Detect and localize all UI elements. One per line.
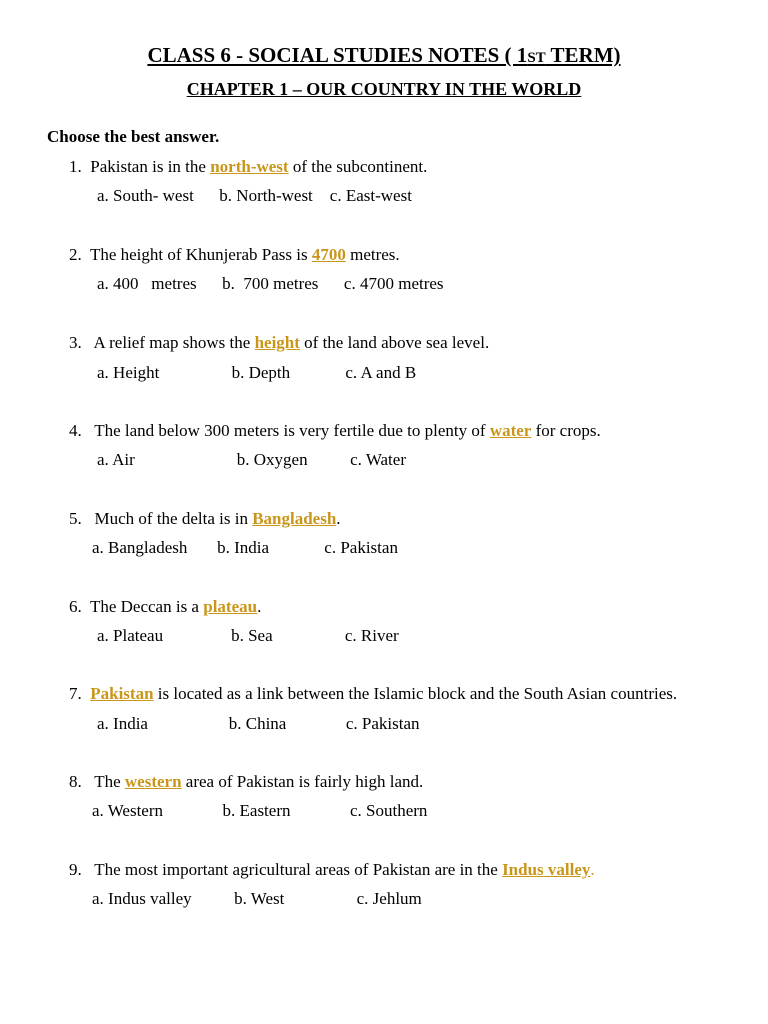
answer-highlight: Bangladesh	[252, 509, 337, 528]
answer-options-2: a. 400 metres b. 700 metres c. 4700 metres	[97, 274, 444, 293]
title-superscript: ST	[527, 50, 546, 66]
question-text-end: .	[590, 860, 595, 879]
answer-options-7: a. India b. China c. Pakistan	[97, 714, 420, 733]
question-text: The height of Khunjerab Pass is	[89, 245, 312, 264]
answer-options-5: a. Bangladesh b. India c. Pakistan	[92, 538, 398, 557]
question-text-end: area of Pakistan is fairly high land.	[181, 772, 424, 791]
question-text-end: .	[257, 597, 262, 616]
question-number: 7.	[69, 684, 91, 703]
instruction: Choose the best answer.	[47, 127, 220, 146]
answer-options-1: a. South- west b. North-west c. East-west	[97, 186, 412, 205]
answer-options-3: a. Height b. Depth c. A and B	[97, 363, 417, 382]
question-number: 8.	[69, 772, 91, 791]
question-8	[69, 772, 423, 792]
question-number: 3.	[69, 333, 91, 352]
question-text: The land below 300 meters is very fertile due to plenty of	[90, 421, 490, 440]
question-text-end: is located as a link between the Islamic block and the South Asian countries.	[153, 684, 678, 703]
page-title: CLASS 6 - SOCIAL STUDIES NOTES ( 1ST TERM)	[147, 43, 621, 67]
question-9	[69, 860, 595, 880]
question-text: The most important agricultural areas of Pakistan are in the	[90, 860, 503, 879]
question-6	[69, 597, 261, 617]
question-1	[69, 157, 427, 177]
answer-highlight: water	[489, 421, 532, 440]
question-5	[69, 509, 341, 529]
question-number: 2.	[69, 245, 90, 264]
question-text: A relief map shows the	[90, 333, 255, 352]
answer-highlight: 4700	[311, 245, 346, 264]
question-text-end: of the subcontinent.	[288, 157, 428, 176]
answer-options-4: a. Air b. Oxygen c. Water	[97, 450, 406, 469]
answer-highlight: Indus valley	[502, 860, 591, 879]
question-number: 1.	[69, 157, 91, 176]
question-text-end: of the land above sea level.	[299, 333, 490, 352]
answer-highlight: height	[254, 333, 300, 352]
question-number: 5.	[69, 509, 91, 528]
question-7	[69, 684, 677, 704]
question-number: 4.	[69, 421, 91, 440]
answer-highlight: north-west	[210, 157, 289, 176]
question-text: Pakistan is in the	[90, 157, 211, 176]
question-2	[69, 245, 400, 265]
answer-highlight: plateau	[203, 597, 258, 616]
answer-highlight: Pakistan	[90, 684, 154, 703]
answer-options-6: a. Plateau b. Sea c. River	[97, 626, 399, 645]
question-3	[69, 333, 489, 353]
question-text-end: .	[336, 509, 341, 528]
question-text: The Deccan is a	[89, 597, 204, 616]
question-number: 6.	[69, 597, 90, 616]
question-text-end: metres.	[345, 245, 400, 264]
question-text: Much of the delta is in	[90, 509, 253, 528]
question-number: 9.	[69, 860, 91, 879]
answer-options-9: a. Indus valley b. West c. Jehlum	[92, 889, 422, 908]
answer-options-8: a. Western b. Eastern c. Southern	[92, 801, 428, 820]
question-4	[69, 421, 601, 441]
question-text-end: for crops.	[531, 421, 601, 440]
answer-highlight: western	[124, 772, 182, 791]
question-text: The	[90, 772, 125, 791]
chapter-title: CHAPTER 1 – OUR COUNTRY IN THE WORLD	[186, 79, 582, 99]
